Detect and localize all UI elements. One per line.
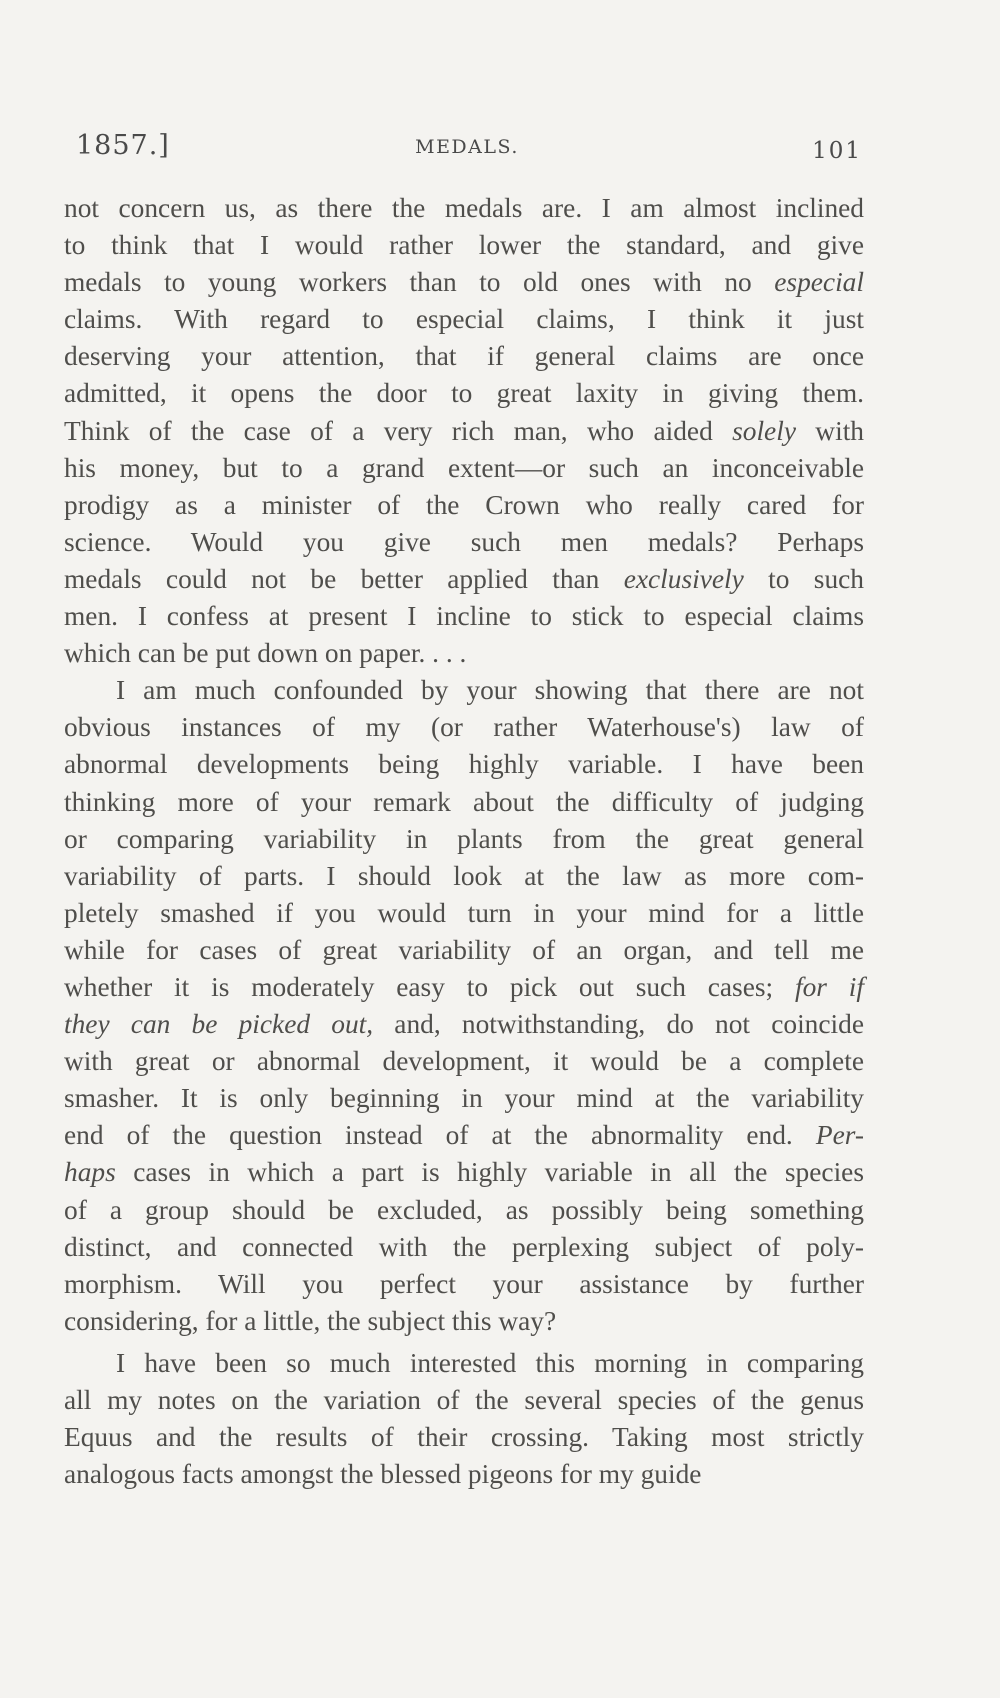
text-line: thinking more of your remark about the difficulty of judging xyxy=(64,786,864,817)
text-line: variability of parts. I should look at the law as more com- xyxy=(64,860,864,891)
text-line: I am much confounded by your showing that there are not xyxy=(116,675,864,706)
text-line: Equus and the results of their crossing. Taking most strictly xyxy=(64,1422,864,1453)
text-line: with great or abnormal development, it would be a complete xyxy=(64,1046,864,1077)
italic-text: exclusively xyxy=(623,563,744,594)
text-line: which can be put down on paper. . . . xyxy=(64,638,467,669)
text-line: medals could not be better applied than exclusively to such xyxy=(64,563,864,594)
italic-text: solely xyxy=(732,415,796,446)
text-line: obvious instances of my (or rather Waterhouse's) law of xyxy=(64,712,864,743)
text-line: abnormal developments being highly variable. I have been xyxy=(64,749,864,780)
text-line: haps cases in which a part is highly variable in all the species xyxy=(64,1157,864,1188)
text-line: science. Would you give such men medals? Perhaps xyxy=(64,526,864,557)
italic-text: for if xyxy=(794,971,864,1002)
header-year: 1857.] xyxy=(76,130,170,161)
text-line: while for cases of great variability of an organ, and tell me xyxy=(64,934,864,965)
text-line: prodigy as a minister of the Crown who really cared for xyxy=(64,489,864,520)
italic-text: haps xyxy=(64,1157,116,1188)
italic-text: they can be picked out, xyxy=(64,1009,374,1040)
text-line: or comparing variability in plants from the great general xyxy=(64,823,864,854)
text-line: his money, but to a grand extent—or such an inconceivable xyxy=(64,452,864,483)
text-line: all my notes on the variation of the several species of the genus xyxy=(64,1385,864,1415)
header-title: MEDALS. xyxy=(415,136,519,158)
text-line: deserving your attention, that if general claims are once xyxy=(64,341,864,372)
text-line: distinct, and connected with the perplexing subject of poly- xyxy=(64,1231,864,1262)
text-line: whether it is moderately easy to pick out such cases; for if xyxy=(64,971,864,1002)
text-line: admitted, it opens the door to great laxity in giving them. xyxy=(64,378,864,409)
text-line: end of the question instead of at the abnormality end. Per- xyxy=(64,1120,864,1151)
text-line: they can be picked out, and, notwithstanding, do not coincide xyxy=(64,1009,864,1040)
text-line: considering, for a little, the subject this way? xyxy=(64,1305,557,1336)
text-line: Think of the case of a very rich man, who aided solely with xyxy=(64,415,865,446)
text-line: to think that I would rather lower the standard, and give xyxy=(64,230,864,261)
text-line: men. I confess at present I incline to stick to especial claims xyxy=(64,601,864,632)
text-line: smasher. It is only beginning in your mind at the variability xyxy=(64,1083,864,1114)
page-number: 101 xyxy=(812,138,862,164)
running-header xyxy=(72,126,862,166)
text-line: I have been so much interested this morning in comparing xyxy=(116,1347,864,1378)
text-line: morphism. Will you perfect your assistance by further xyxy=(64,1268,864,1299)
body-text xyxy=(64,190,864,1493)
text-line: pletely smashed if you would turn in your mind for a little xyxy=(64,897,864,928)
italic-text: especial xyxy=(774,267,864,298)
text-line: analogous facts amongst the blessed pigeons for my guide xyxy=(64,1459,702,1490)
italic-text: Per- xyxy=(815,1120,864,1151)
text-line: not concern us, as there the medals are. I am almost inclined xyxy=(64,193,864,223)
text-line: claims. With regard to especial claims, I think it just xyxy=(64,304,864,335)
text-line: medals to young workers than to old ones with no especial xyxy=(64,267,864,298)
text-line: of a group should be excluded, as possibly being something xyxy=(64,1194,864,1225)
